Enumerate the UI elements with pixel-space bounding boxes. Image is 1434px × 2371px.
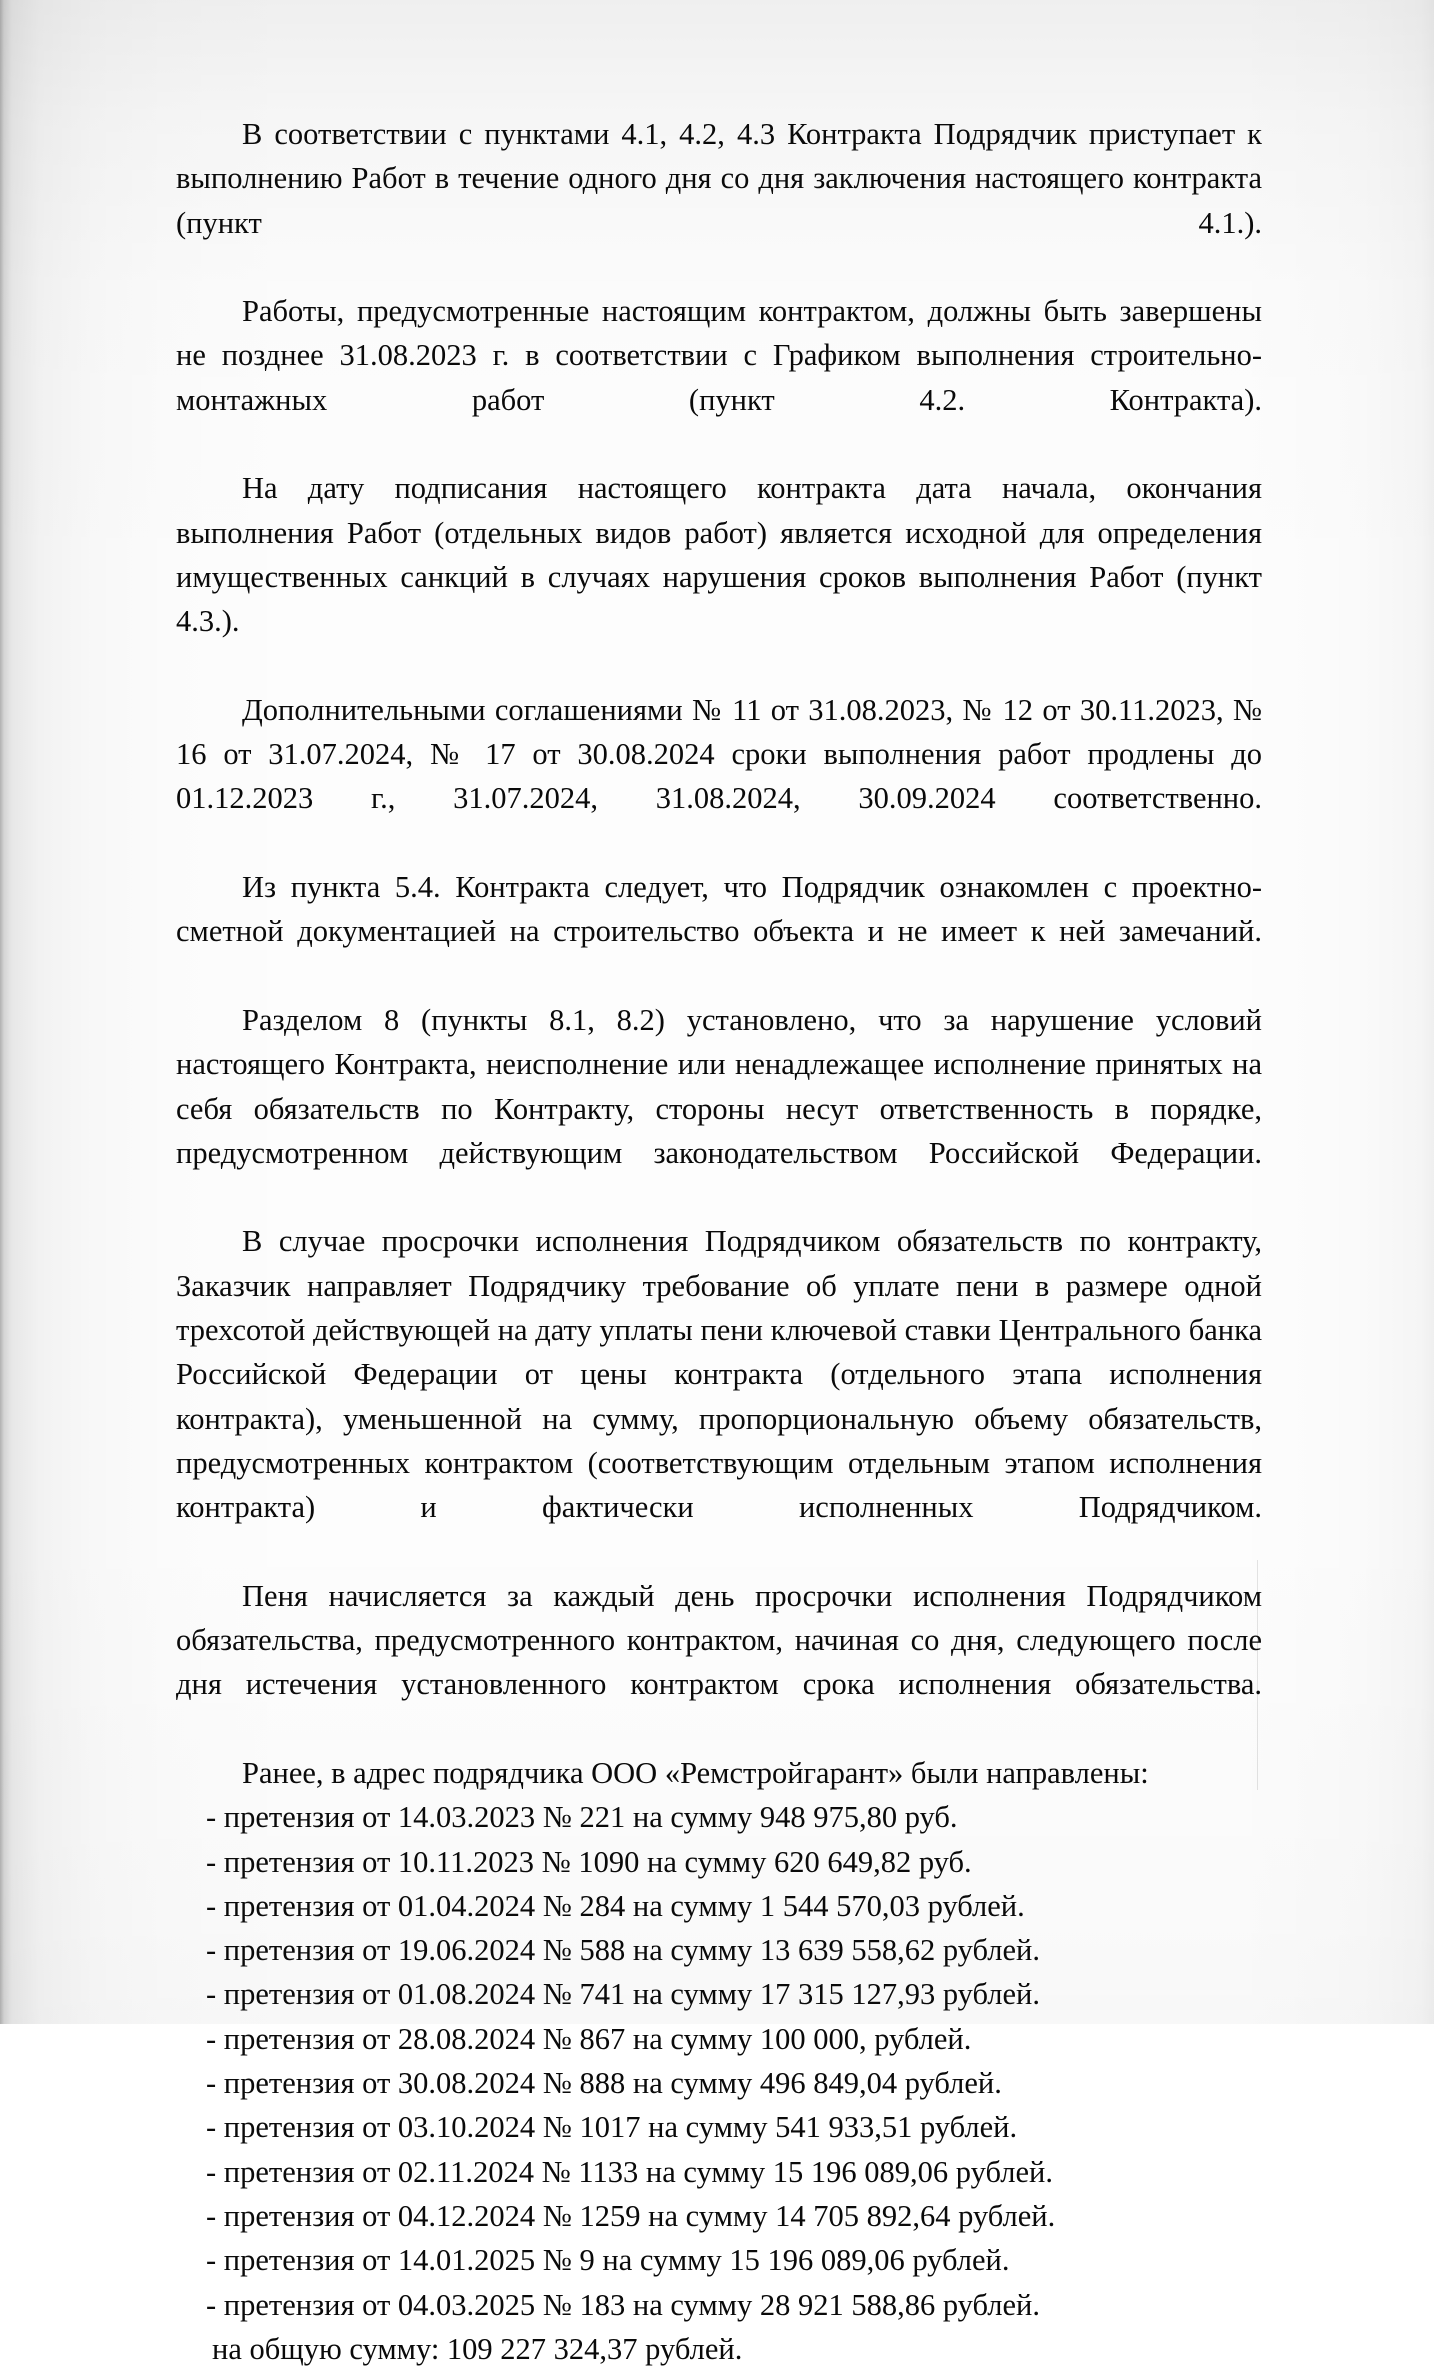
claims-total-line: на общую сумму: 109 227 324,37 рублей. xyxy=(212,2331,743,2366)
list-item: - претензия от 04.03.2025 № 183 на сумму 28 921 588,86 рублей. xyxy=(206,2287,1040,2322)
paragraph-signing-date-basis: На дату подписания настоящего контракта дата начала, окончания выполнения Работ (отдельных видов работ) является исходной для определения имущественных санкций в случаях нарушения сроков выполнения Работ (пункт 4.3.). xyxy=(176,471,1262,639)
paragraph-penalty-calculation: В случае просрочки исполнения Подрядчиком обязательств по контракту, Заказчик направляет Подрядчику требование об уплате пени в размере одной трехсотой действующей на дату уплаты пени ключевой ставки Центрального банка Российской Федерации от цены контракта (отдельного этапа исполнения контракта), уменьшенной на сумму, пропорциональную объему обязательств, предусмотренных контрактом (соответствующим отдельным этапом исполнения контракта) и фактически исполненных Подрядчиком. xyxy=(176,1224,1262,1525)
paragraph-penalty-accrual: Пеня начисляется за каждый день просрочки исполнения Подрядчиком обязательства, предусмотренного контрактом, начиная со дня, следующего после дня истечения установленного контрактом срока исполнения обязательства. xyxy=(176,1578,1262,1702)
list-item: - претензия от 02.11.2024 № 1133 на сумму 15 196 089,06 рублей. xyxy=(206,2154,1053,2189)
paragraph-clause-5-4-design-documentation: Из пункта 5.4. Контракта следует, что Подрядчик ознакомлен с проектно-сметной документацией на строительство объекта и не имеет к ней замечаний. xyxy=(176,870,1262,949)
list-item: - претензия от 30.08.2024 № 888 на сумму 496 849,04 рублей. xyxy=(206,2066,1002,2101)
claims-list xyxy=(176,1795,1262,2327)
paragraph-completion-deadline: Работы, предусмотренные настоящим контрактом, должны быть завершены не позднее 31.08.2023 г. в соответствии с Графиком выполнения строительно-монтажных работ (пункт 4.2. Контракта). xyxy=(176,294,1262,417)
claims-intro-line: Ранее, в адрес подрядчика ООО «Ремстройгарант» были направлены: xyxy=(242,1755,1149,1790)
list-item: - претензия от 04.12.2024 № 1259 на сумму 14 705 892,64 рублей. xyxy=(206,2198,1056,2233)
list-item: - претензия от 01.04.2024 № 284 на сумму 1 544 570,03 рублей. xyxy=(206,1888,1025,1923)
list-item: - претензия от 28.08.2024 № 867 на сумму 100 000, рублей. xyxy=(206,2021,972,2056)
list-item: - претензия от 14.03.2023 № 221 на сумму 948 975,80 руб. xyxy=(206,1800,958,1835)
list-item: - претензия от 03.10.2024 № 1017 на сумму 541 933,51 рублей. xyxy=(206,2110,1018,2145)
list-item: - претензия от 01.08.2024 № 741 на сумму 17 315 127,93 рублей. xyxy=(206,1977,1040,2012)
list-item: - претензия от 19.06.2024 № 588 на сумму 13 639 558,62 рублей. xyxy=(206,1933,1040,1968)
list-item: - претензия от 10.11.2023 № 1090 на сумму 620 649,82 руб. xyxy=(206,1844,972,1879)
paragraph-contract-clauses-4: В соответствии с пунктами 4.1, 4.2, 4.3 Контракта Подрядчик приступает к выполнению Работ в течение одного дня со дня заключения настоящего контракта (пункт 4.1.). xyxy=(176,117,1262,240)
list-item: - претензия от 14.01.2025 № 9 на сумму 15 196 089,06 рублей. xyxy=(206,2243,1010,2278)
paragraph-section-8-liability: Разделом 8 (пункты 8.1, 8.2) установлено, что за нарушение условий настоящего Контракта, неисполнение или ненадлежащее исполнение принятых на себя обязательств по Контракту, стороны несут ответственность в порядке, предусмотренном действующим законодательством Российской Федерации. xyxy=(176,1002,1262,1170)
document-body xyxy=(176,112,1262,2371)
paragraph-supplementary-agreements: Дополнительными соглашениями № 11 от 31.08.2023, № 12 от 30.11.2023, № 16 от 31.07.2024, № 17 от 30.08.2024 сроки выполнения работ продлены до 01.12.2023 г., 31.07.2024, 31.08.2024, 30.09.2024 соответственно. xyxy=(176,692,1262,816)
